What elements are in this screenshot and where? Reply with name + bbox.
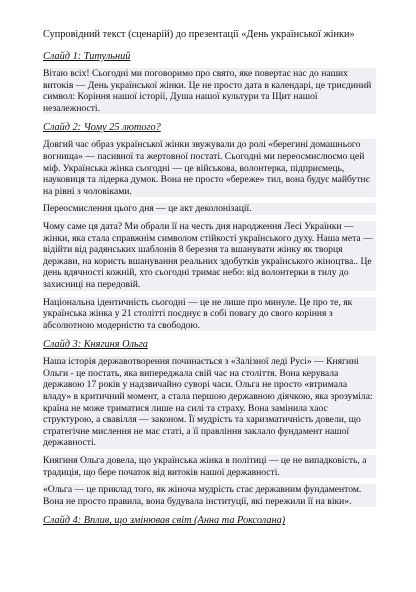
slide-2-paragraph-2: Переосмислення цього дня — це акт деколонізації. — [43, 203, 376, 215]
slide-2-paragraph-3: Чому саме ця дата? Ми обрали її на честь дня народження Лесі Українки — жінки, яка стала справжнім символом стійкості українського духу. Наша мета — відійти від радянських шаблонів 8 березня та вшанувати жінку як творця держави, на користь вшанування реальних здобутків українського жіноцтва.. Це день вдячності кожній, хто сьогодні тримає небо: від волонтерки в тилу до захисниці на передовій. — [43, 221, 376, 291]
slide-2-section — [43, 121, 376, 331]
slide-2-heading: Слайд 2: Чому 25 лютого? — [43, 122, 161, 134]
slide-1-heading: Слайд 1: Титульний — [43, 51, 131, 62]
slide-4-section — [43, 514, 376, 527]
slide-1-section — [43, 50, 376, 114]
slide-3-section — [43, 338, 376, 507]
slide-3-paragraph-2: Княгиня Ольга довела, що українська жінка в політиці — це не випадковість, а традиція, що бере початок від витоків нашої державності. — [43, 455, 376, 478]
slide-3-paragraph-1: Наша історія державотворення починається з «Залізної леді Русі» — Княгині Ольги - це постать, яка випереджала свій час на століття. Вона керувала державою 17 років у надзвичайно суворі часи. Ольга не просто «втримала владу» в критичний момент, а стала першою державною діячкою, яка зрозуміла: країна не може триматися лише на силі та страху. Вона замінила хаос структурою, а свавілля — законом. Її мудрість та харизматичність довели, що стратегічне мислення не має статі, а її правління заклало фундамент нашої державності. — [43, 356, 376, 449]
slide-3-heading: Слайд 3: Княгиня Ольга — [43, 339, 148, 351]
slide-3-paragraph-3: «Ольга — це приклад того, як жіноча мудрість стає державним фундаментом. Вона не просто правила, вона будувала інституції, які пережили її на віки». — [43, 484, 376, 507]
slide-1-paragraph-1: Вітаю всіх! Сьогодні ми поговоримо про свято, яке повертає нас до наших витоків — День української жінки. Це не просто дата в календарі, це триєдиний символ: Коріння нашої історії, Душа нашої культури та Щит нашої незалежності. — [43, 68, 376, 114]
slide-2-paragraph-4: Національна ідентичність сьогодні — це не лише про минуле. Це про те, як українська жінка у 21 столітті поєднує в собі повагу до свого коріння з абсолютною модерністю та свободою. — [43, 297, 376, 332]
slide-4-heading: Слайд 4: Вплив, що змінював світ (Анна та Роксолана) — [43, 515, 286, 527]
document-title: Супровідний текст (сценарій) до презентації «День української жінки» — [43, 29, 355, 40]
slide-2-paragraph-1: Довгий час образ української жінки звужували до ролі «берегині домашнього вогнища» — пасивної та жертовної постаті. Сьогодні ми переосмислюємо цей міф. Українська жінка сьогодні — це військова, волонтерка, підприємець, науковиця та лідерка думок. Вона не просто «береже» тил, вона будує майбутнє на рівні з чоловіками. — [43, 139, 376, 197]
